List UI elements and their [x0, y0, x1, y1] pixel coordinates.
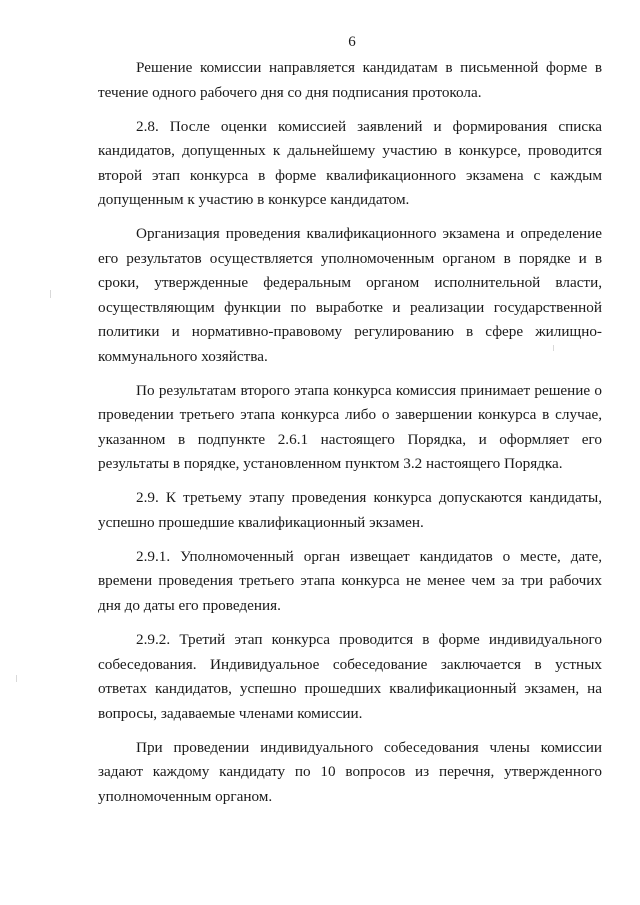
- paragraph-2-9: 2.9. К третьему этапу проведения конкурса допускаются кандидаты, успешно прошедшие квалификационный экзамен.: [98, 489, 602, 531]
- paragraph-interview-questions: При проведении индивидуального собеседования члены комиссии задают каждому кандидату по 10 вопросов из перечня, утвержденного уполномоченным органом.: [98, 738, 602, 805]
- page-number: 6: [348, 34, 356, 50]
- paragraph-commission-decision: Решение комиссии направляется кандидатам в письменной форме в течение одного рабочего дня со дня подписания протокола.: [98, 59, 602, 101]
- scan-artifact: [50, 290, 51, 298]
- paragraph-2-8: 2.8. После оценки комиссией заявлений и формирования списка кандидатов, допущенных к дальнейшему участию в конкурсе, проводится второй этап конкурса в форме квалификационного экзамена с каждым допущенным к участию в конкурсе кандидатом.: [98, 117, 602, 209]
- scan-artifact: [553, 345, 554, 351]
- paragraph-second-stage-results: По результатам второго этапа конкурса комиссия принимает решение о проведении третьего этапа конкурса либо о завершении конкурса в случае, указанном в подпункте 2.6.1 настоящего Порядка, и оформляет его результаты в порядке, установленном пунктом 3.2 настоящего Порядка.: [98, 381, 602, 473]
- scan-artifact: [16, 675, 17, 682]
- document-body: [98, 56, 602, 809]
- paragraph-2-9-2: 2.9.2. Третий этап конкурса проводится в форме индивидуального собеседования. Индивидуальное собеседование заключается в устных ответах кандидатов, успешно прошедших квалификационный экзамен, на вопросы, задаваемые членами комиссии.: [98, 631, 602, 722]
- paragraph-2-9-1: 2.9.1. Уполномоченный орган извещает кандидатов о месте, дате, времени проведения третьего этапа конкурса не менее чем за три рабочих дня до даты его проведения.: [98, 547, 602, 614]
- paragraph-exam-organization: Организация проведения квалификационного экзамена и определение его результатов осуществляется уполномоченным органом в порядке и в сроки, утвержденные федеральным органом исполнительной власти, осуществляющим функции по выработке и реализации государственной политики и нормативно-правовому регулированию в сфере жилищно-коммунального хозяйства.: [98, 225, 602, 365]
